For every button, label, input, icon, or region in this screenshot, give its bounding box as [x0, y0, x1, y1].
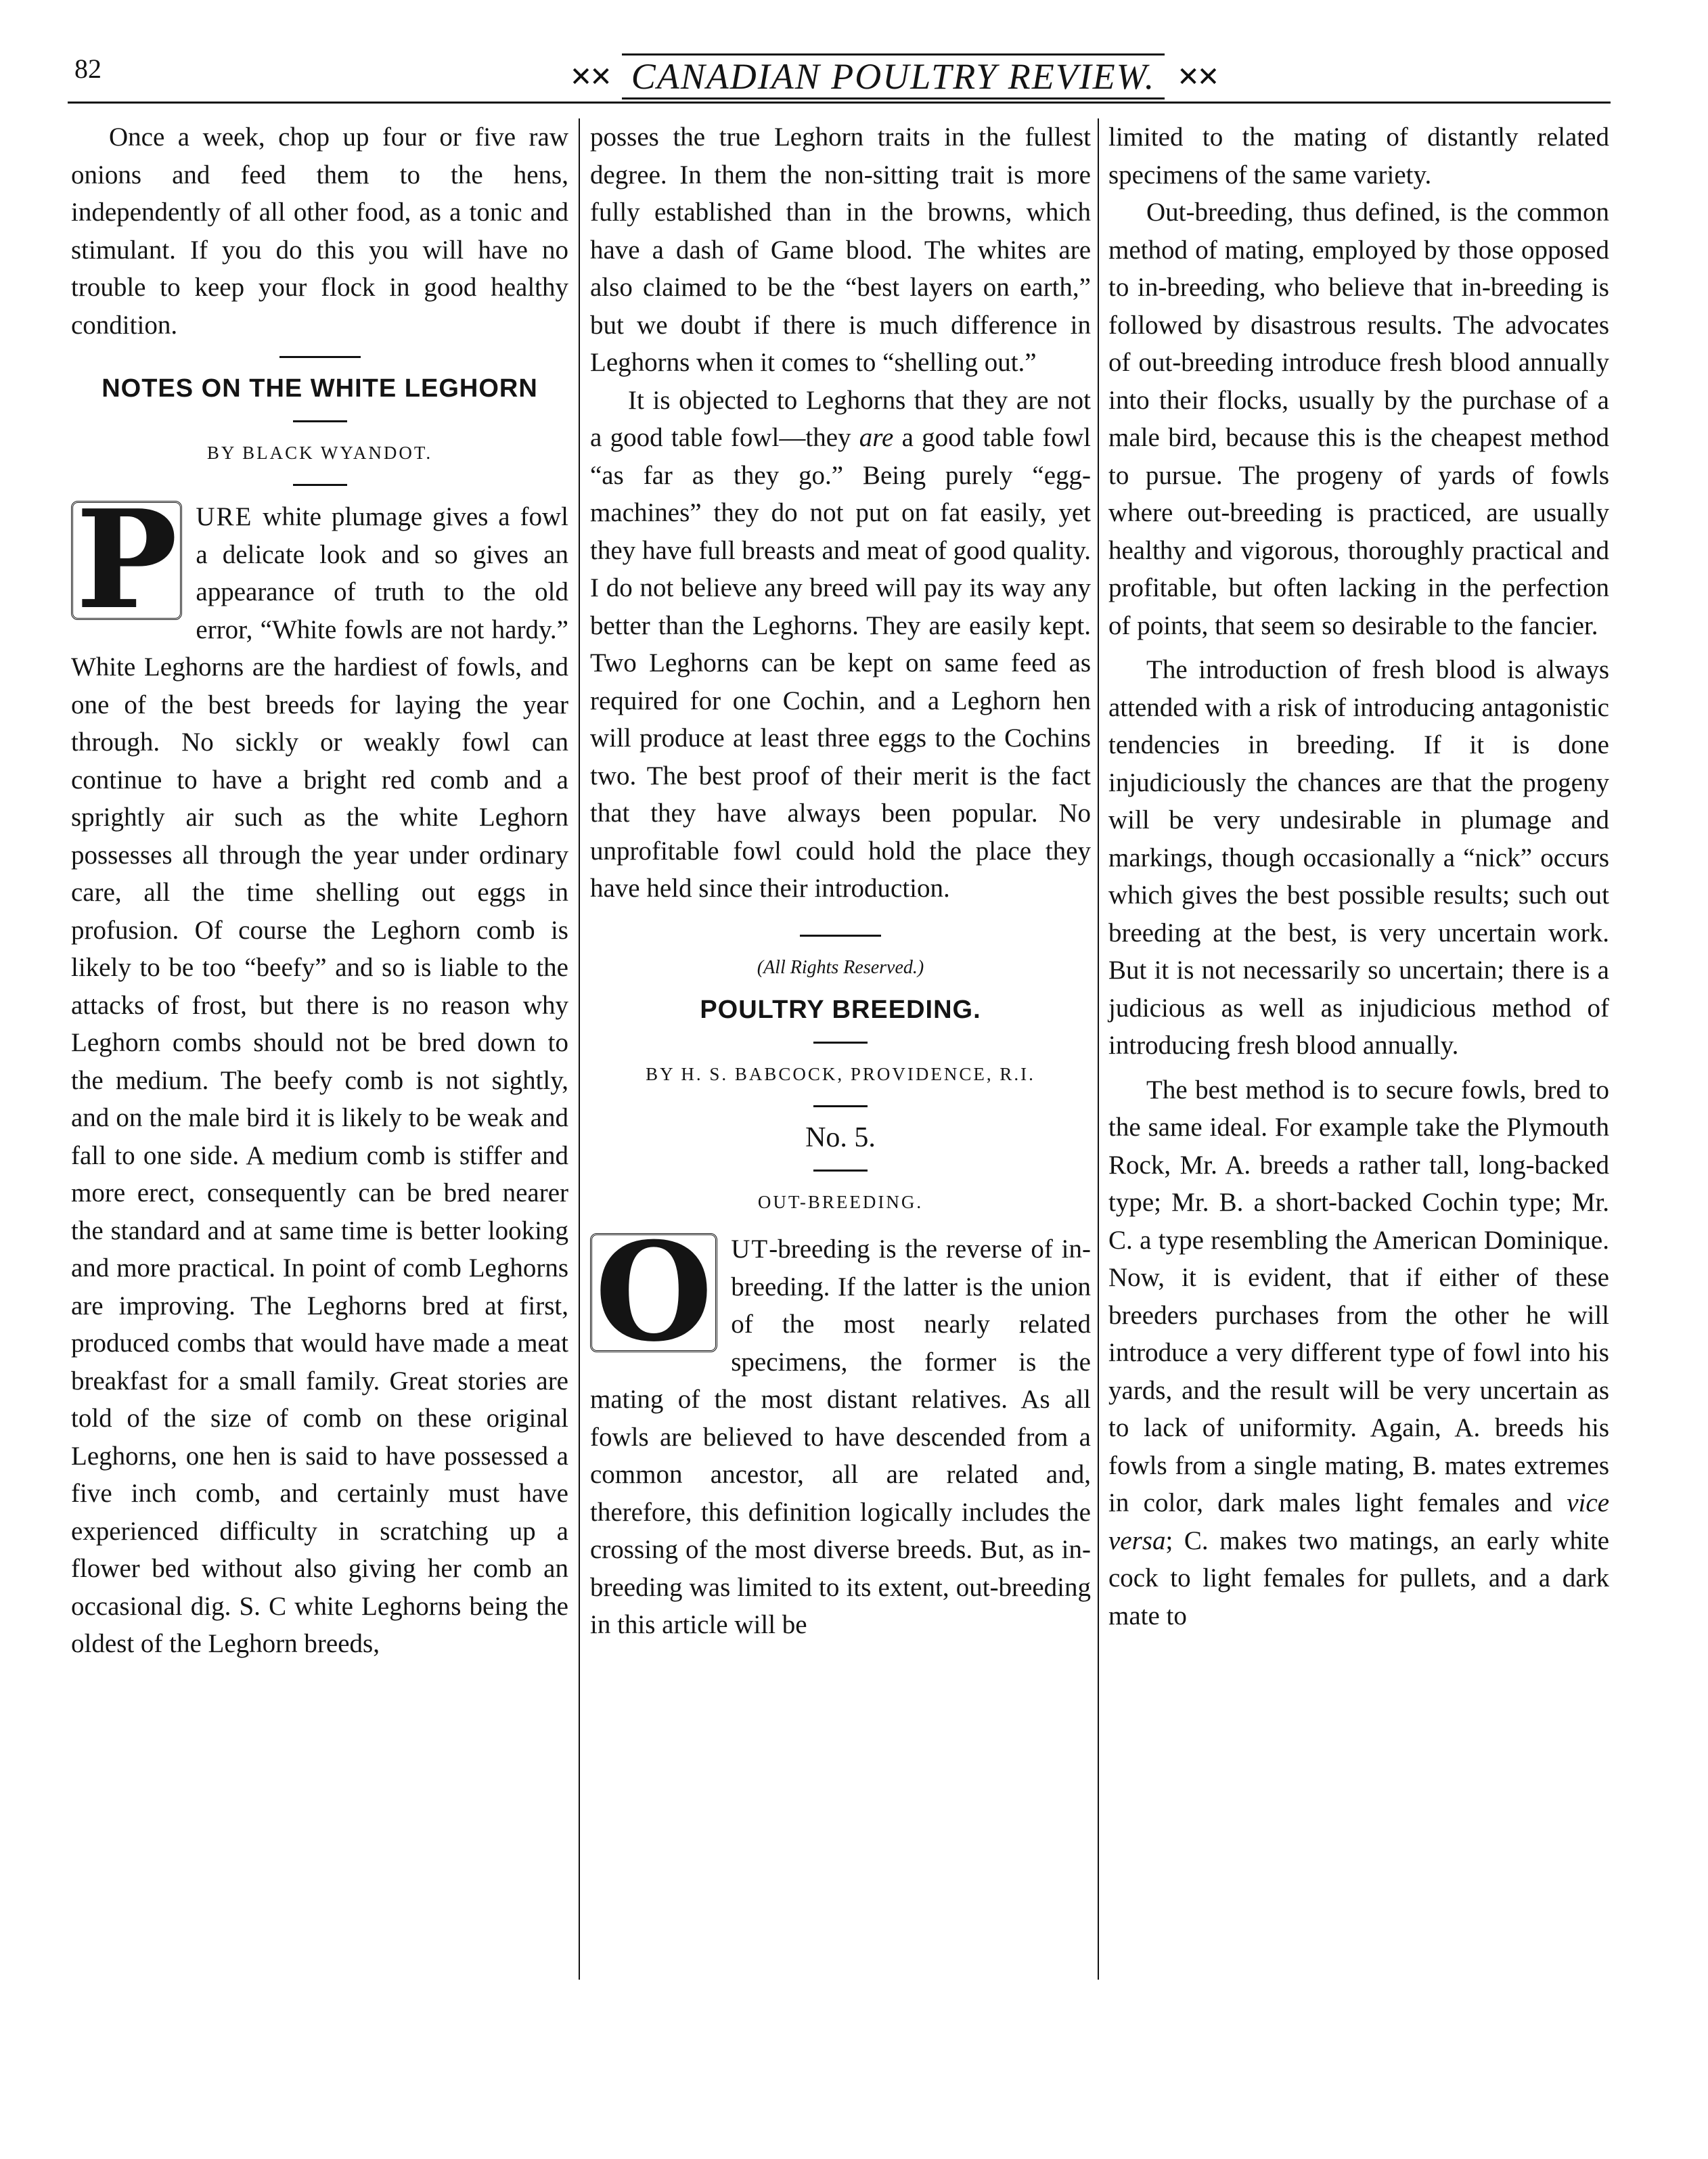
section-rule	[813, 1042, 868, 1044]
masthead-title: CANADIAN POULTRY REVIEW.	[622, 53, 1165, 99]
page-number: 82	[74, 53, 102, 84]
paragraph-text: a good table fowl “as far as they go.” Being purely “egg-machines” they do not put on fat easily, yet they have full breasts and meat of good quality. I do not believe any breed will pay its way any better than the Leghorns. They are easily kept. Two Leghorns can be kept on same feed as required for one Cochin, and a Leghorn hen will produce at least three eggs to the Cochins two. The best proof of their merit is the fact that they have always been popular. No unprofitable fowl could hold the place they have held since their introduction.	[590, 423, 1091, 903]
rights-notice: (All Rights Reserved.)	[757, 956, 924, 978]
column-divider	[579, 118, 580, 1980]
paragraph-text: -breeding is the reverse of in-breeding. If the latter is the union of the most nearly related specimens, the former is the mating of the most distant relatives. As all fowls are believed to have descended from a common ancestor, all are related and, therefore, this definition logically includes the crossing of the most diverse breeds. But, as in-breeding was limited to its extent, out-breeding in this article will be	[590, 1234, 1091, 1639]
emphasis-text: are	[859, 423, 894, 452]
article-paragraph	[1108, 1071, 1609, 1635]
page-header	[68, 41, 1611, 115]
article-byline: BY H. S. BABCOCK, PROVIDENCE, R.I.	[646, 1063, 1035, 1084]
section-rule	[293, 484, 347, 486]
column-1	[71, 118, 568, 2000]
paragraph-text: ; C. makes two matings, an early white cock to light females for pullets, and a dark mate to	[1108, 1526, 1609, 1630]
article-paragraph	[590, 1213, 1091, 1644]
article-paragraph: Out-breeding, thus defined, is the common method of mating, employed by those opposed to in-breeding, who believe that in-breeding is followed by disastrous results. The advocates of out-breeding introduce fresh blood annually into their flocks, usually by the purchase of a male bird, because this is the cheapest method to pursue. The progeny of yards of fowls where out-breeding is practiced, are usually healthy and vigorous, thoroughly practical and profitable, but often lacking in the perfection of points, that seem so desirable to the fancier.	[1108, 198, 1609, 640]
masthead	[568, 46, 1218, 107]
emphasis-text: vice versa	[1108, 1488, 1609, 1555]
drop-cap: P	[71, 501, 182, 620]
article-byline: BY BLACK WYANDOT.	[206, 442, 433, 463]
article-number: No. 5.	[805, 1122, 876, 1153]
article-paragraph	[71, 481, 568, 1663]
section-rule	[279, 356, 361, 358]
section-rule	[800, 935, 881, 937]
drop-cap: O	[590, 1233, 717, 1352]
article-subheading: OUT-BREEDING.	[757, 1191, 924, 1212]
paragraph-text: It is objected to Leghorns that they are not a good table fowl—they	[590, 385, 1091, 452]
paragraph-text: The best method is to secure fowls, bred to the same ideal. For example take the Plymouth Rock, Mr. A. breeds a rather tall, long-backed type; Mr. B. a short-backed Cochin type; Mr. C. a type resembling the American Dominique. Now, it is evident, that if either of these breeders purchases from the other he will introduce a very different type of fowl into his yards, and the result will be very uncertain as to lack of uniformity. Again, A. breeds his fowls from a single mating, B. mates extremes in color, dark males light females and	[1108, 1075, 1609, 1517]
article-title: NOTES ON THE WHITE LEGHORN	[102, 374, 538, 403]
lead-caps: URE	[196, 502, 253, 531]
ornament-right-icon: ✕✕	[1177, 61, 1217, 92]
header-rule	[68, 102, 1611, 104]
intro-paragraph: Once a week, chop up four or five raw onions and feed them to the hens, independently of all other food, as a tonic and stimulant. If you do this you will have no trouble to keep your flock in good healthy condition.	[71, 123, 568, 340]
article-paragraph: The introduction of fresh blood is always attended with a risk of introducing antagonistic tendencies in breeding. If it is done injudiciously the chances are that the progeny will be very undesirable in plumage and markings, though occasionally a “nick” occurs which gives the best possible results; such out breeding at the best, is very uncertain work. But it is not necessarily so uncertain; there is a judicious as well as injudicious method of introducing fresh blood annually.	[1108, 655, 1609, 1060]
column-2	[590, 118, 1091, 2000]
ornament-left-icon: ✕✕	[569, 61, 610, 92]
section-rule	[293, 420, 347, 422]
column-divider	[1098, 118, 1099, 1980]
article-paragraph	[590, 382, 1091, 908]
lead-caps: UT	[731, 1234, 769, 1264]
article-title: POULTRY BREEDING.	[700, 996, 981, 1024]
section-rule	[813, 1105, 868, 1107]
section-rule	[813, 1170, 868, 1172]
continued-paragraph: posses the true Leghorn traits in the fullest degree. In them the non-sitting trait is more fully established than in the browns, which have a dash of Game blood. The whites are also claimed to be the “best layers on earth,” but we doubt if there is much difference in Leghorns when it comes to “shelling out.”	[590, 123, 1091, 377]
continued-paragraph: limited to the mating of distantly related specimens of the same variety.	[1108, 123, 1609, 190]
paragraph-text: white plumage gives a fowl a delicate look and so gives an appearance of truth to the old error, “White fowls are not hardy.” White Leghorns are the hardiest of fowls, and one of the best breeds for laying the year through. No sickly or weakly fowl can continue to have a bright red comb and a sprightly air such as the white Leghorn possesses all through the year under ordinary care, all the time shelling out eggs in profusion. Of course the Leghorn comb is likely to be too “beefy” and so is liable to the attacks of frost, but there is no reason why Leghorn combs should not be bred down to the medium. The beefy comb is not sightly, and on the male bird it is likely to be weak and fall to one side. A medium comb is stiffer and more erect, consequently can be bred nearer the standard and at same time is better looking and more practical. In point of comb Leghorns are improving. The Leghorns bred at first, produced combs that would have made a meat breakfast for a small family. Great stories are told of the size of comb on these original Leghorns, one hen is said to have possessed a five inch comb, and certainly must have experienced difficulty in scratching up a flower bed without also giving her comb an occasional dig. S. C white Leghorns being the oldest of the Leghorn breeds,	[71, 502, 568, 1658]
column-3	[1108, 118, 1609, 2000]
